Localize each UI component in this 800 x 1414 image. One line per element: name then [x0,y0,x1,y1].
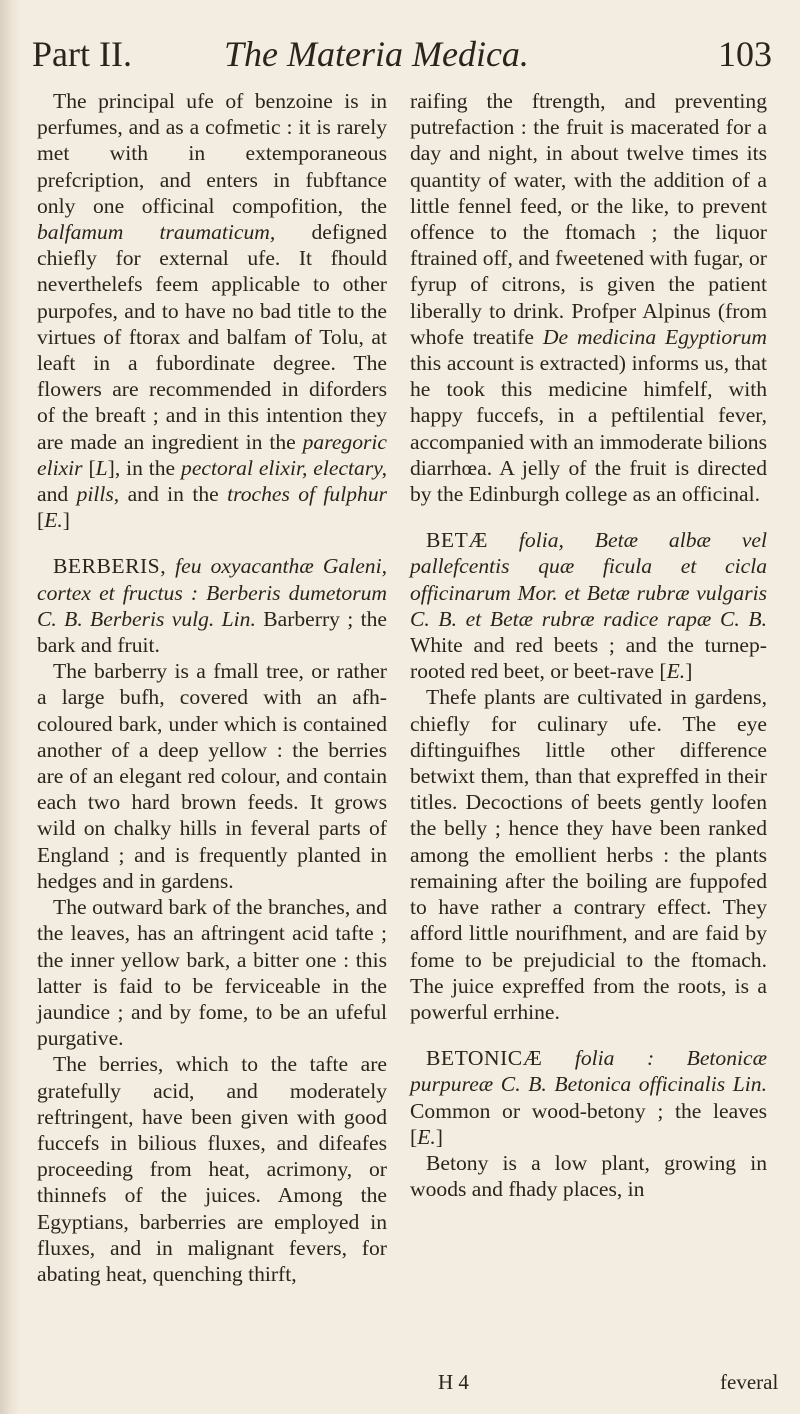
header-title: The Materia Medica. [224,34,529,74]
beets-paragraph: Thefe plants are cultivated in gardens, chiefly for culinary ufe. The eye diftinguifhes little other difference betwixt them, than that expreffed in their titles. Decoctions of beets gently loofen the belly ; hence they have been ranked among the emollient herbs : the plants remaining after the boiling are fuppofed to have rather a contrary effect. They afford little nourifhment, and are faid by fome to be prejudicial to the ftomach. The juice expreffed from the roots, is a powerful errhine. [410,685,767,1024]
betae-entry-heading: BETÆ folia, Betæ albæ vel pallefcentis quæ ficula et cicla officinarum Mor. et Betæ rubræ vulgaris C. B. et Betæ rubræ radice rapæ C. B. White and red beets ; and the turnep-rooted red beet, or beet-rave [E.] [410,528,767,684]
berberis-entry-heading: BERBERIS, feu oxyacanthæ Galeni, cortex et fructus : Berberis dumetorum C. B. Berberis vulg. Lin. Barberry ; the bark and fruit. [37,554,387,658]
barberry-description: The barberry is a fmall tree, or rather a large bufh, covered with an afh-coloured bark, under which is contained another of a deep yellow : the berries are of an elegant red colour, and contain each two hard brown feeds. It grows wild on chalky hills in feveral parts of England ; and is frequently planted in hedges and in gardens. [37,659,387,893]
signature-mark: H 4 [438,1370,469,1394]
header-part: Part II. [32,34,132,74]
betonicae-entry-heading: BETONICÆ folia : Betonicæ purpureæ C. B. Betonica officinalis Lin. Common or wood-betony ; the leaves [E.] [410,1046,767,1149]
betony-paragraph: Betony is a low plant, growing in woods and fhady places, in [410,1150,767,1202]
left-column [37,88,387,1287]
barberry-berries-paragraph: The berries, which to the tafte are gratefully acid, and moderately reftringent, have been given with good fuccefs in bilious fluxes, and difeafes proceeding from heat, acrimony, or thinnefs of the juices. Among the Egyptians, barberries are employed in fluxes, and in malignant fevers, for abating heat, quenching thirft, [37,1052,387,1286]
catchword: feveral [720,1370,779,1394]
benzoine-paragraph: The principal ufe of benzoine is in perfumes, and as a cofmetic : it is rarely met with in extemporaneous prefcription, and enters in fubftance only one officinal compofition, the balfamum traumaticum, defigned chiefly for external ufe. It fhould neverthelefs feem applicable to other purpofes, and to have no bad title to the virtues of ftorax and balfam of Tolu, at leaft in a fubordinate degree. The flowers are recommended in diforders of the breaft ; and in this intention they are made an ingredient in the paregoric elixir [L], in the pectoral elixir, electary, and pills, and in the troches of fulphur [E.] [37,89,388,533]
running-header [32,30,772,80]
binding-edge [0,0,20,1414]
barberry-bark-paragraph: The outward bark of the branches, and the leaves, has an aftringent acid tafte ; the inner yellow bark, a bitter one : this latter is faid to be ferviceable in the jaundice ; and by fome, to be an ufeful purgative. [37,895,387,1051]
page-number: 103 [718,34,772,74]
right-column [410,88,767,1202]
barberry-continuation: raifing the ftrength, and preventing putrefaction : the fruit is macerated for a day and night, in about twelve times its quantity of water, with the addition of a little fennel feed, or the like, to prevent offence to the ftomach ; the liquor ftrained off, and fweetened with fugar, or fyrup of citrons, is given the patient liberally to drink. Profper Alpinus (from whofe treatife De medicina Egyptiorum this account is extracted) informs us, that he took this medicine himfelf, with happy fuccefs, in a peftilential fever, accompanied with an immoderate bilions diarrhœa. A jelly of the fruit is directed by the Edinburgh college as an officinal. [410,89,767,507]
